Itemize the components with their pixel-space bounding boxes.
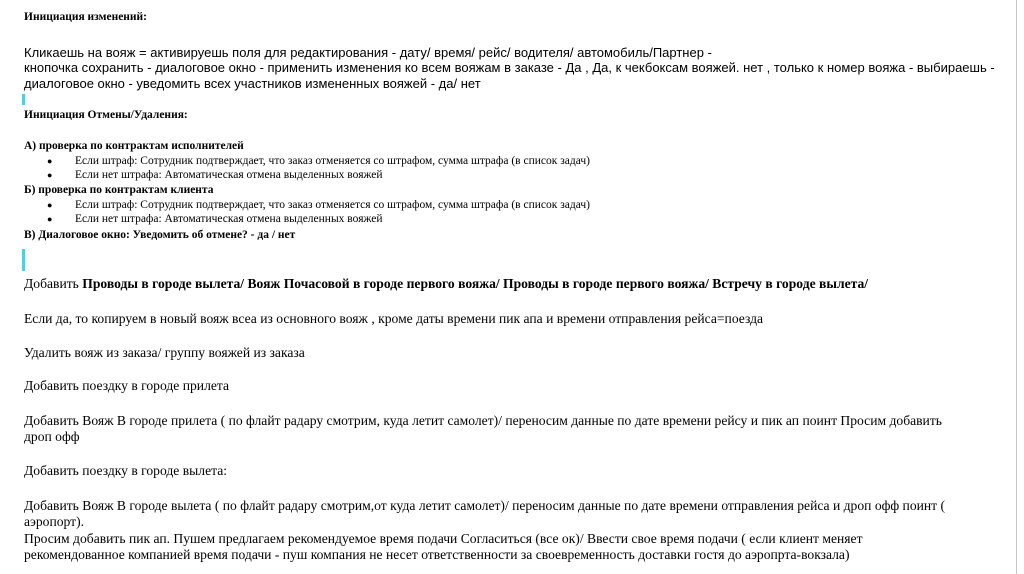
changes-line-1: Кликаешь на вояж = активируешь поля для редактирования - дату/ время/ рейс/ водителя/ автомобиль/Партнер - (24, 45, 712, 60)
add-prefix: Добавить (24, 276, 83, 291)
add-departure-trip-line: Добавить поездку в городе вылета: (24, 463, 228, 478)
add-services-line (24, 276, 868, 292)
contractor-check-heading: А) проверка по контрактам исполнителей (24, 140, 244, 152)
changes-line-3: диалоговое окно - уведомить всех участников измененных вояжей - да/ нет (24, 76, 481, 91)
add-arrival-trip-line: Добавить поездку в городе прилета (24, 378, 230, 393)
add-departure-voyage-line-2: аэропорт). (24, 514, 85, 529)
bullet-icon: ● (47, 170, 53, 180)
bullet-icon: ● (47, 200, 53, 210)
add-services-bold: Проводы в городе вылета/ Вояж Почасовой в городе первого вояжа/ Проводы в городе первого вояжа/ Встречу в городе вылета/ (82, 276, 869, 291)
contractor-bullet-2: Если нет штрафа: Автоматическая отмена выделенных вояжей (75, 169, 383, 181)
copy-voyage-line: Если да, то копируем в новый вояж всеа из основного вояж , кроме даты времени пик апа и времени отправления рейса=поезда (24, 311, 764, 326)
cancel-heading: Инициация Отмены/Удаления: (24, 109, 188, 121)
delete-voyage-line: Удалить вояж из заказа/ группу вояжей из заказа (24, 345, 305, 360)
client-bullet-1: Если штраф: Сотрудник подтверждает, что заказ отменяется со штрафом, сумма штрафа (в список задач) (75, 199, 590, 211)
client-check-heading: Б) проверка по контрактам клиента (24, 184, 214, 196)
client-bullet-2: Если нет штрафа: Автоматическая отмена выделенных вояжей (75, 213, 383, 225)
bullet-icon: ● (47, 156, 53, 166)
add-arrival-voyage-line-1: Добавить Вояж В городе прилета ( по флайт радару смотрим, куда летит самолет)/ переносим данные по дате времени рейсу и пик ап поинт Просим добавить (24, 413, 942, 428)
text-cursor (22, 249, 25, 271)
changes-line-2: кнопочка сохранить - диалоговое окно - применить изменения ко всем вояжам в заказе - Да , Да, к чекбоксам вояжей. нет , только к номер вояжа - выбираешь - (24, 60, 995, 75)
add-arrival-voyage-line-2: дроп офф (24, 429, 80, 444)
notify-cancel-heading: В) Диалоговое окно: Уведомить об отмене? - да / нет (24, 229, 296, 241)
pickup-line-2: рекомендованное компанией время подачи - пуш компания не несет ответственности за своевременность доставки гостя до аэропрта-вокзала) (24, 547, 850, 562)
bullet-icon: ● (47, 214, 53, 224)
text-cursor (22, 94, 25, 105)
page-edge-line (1016, 0, 1017, 574)
add-departure-voyage-line-1: Добавить Вояж В городе вылета ( по флайт радару смотрим,от куда летит самолет)/ переносим данные по дате времени отправления рейса и дроп офф поинт ( (24, 498, 946, 513)
changes-heading: Инициация изменений: (24, 11, 148, 23)
pickup-line-1: Просим добавить пик ап. Пушем предлагаем рекомендуемое время подачи Согласиться (все ок)/ Ввести свое время подачи ( если клиент меняет (24, 531, 863, 546)
contractor-bullet-1: Если штраф: Сотрудник подтверждает, что заказ отменяется со штрафом, сумма штрафа (в список задач) (75, 155, 590, 167)
